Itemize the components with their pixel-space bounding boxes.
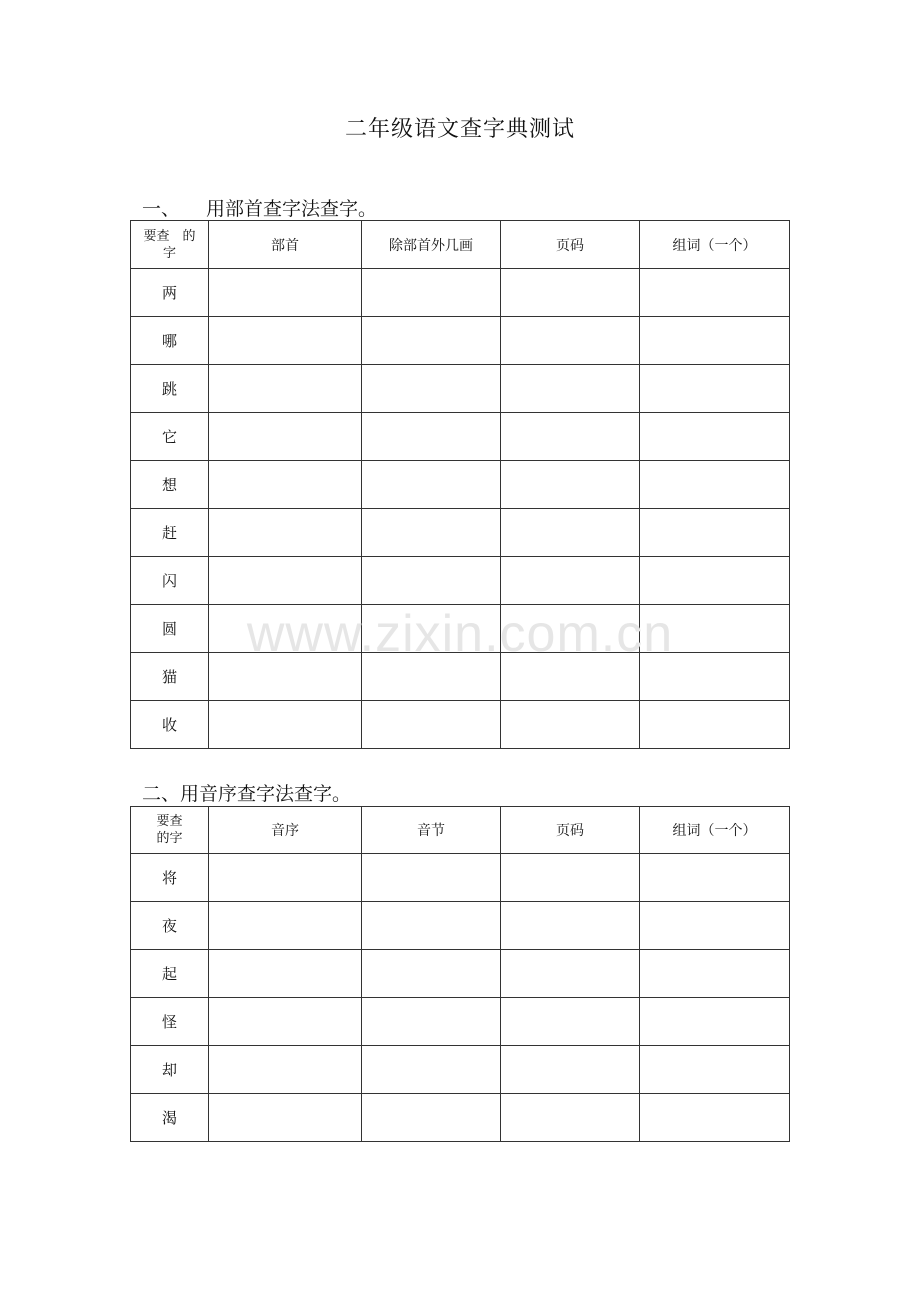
table-header-row <box>131 221 790 269</box>
answer-cell[interactable] <box>640 605 790 653</box>
answer-cell[interactable] <box>362 653 501 701</box>
answer-cell[interactable] <box>640 317 790 365</box>
answer-cell[interactable] <box>209 509 362 557</box>
answer-cell[interactable] <box>362 509 501 557</box>
answer-cell[interactable] <box>209 701 362 749</box>
answer-cell[interactable] <box>209 317 362 365</box>
answer-cell[interactable] <box>501 365 640 413</box>
answer-cell[interactable] <box>640 701 790 749</box>
answer-cell[interactable] <box>501 413 640 461</box>
header-char: 要查的字 <box>131 807 209 854</box>
answer-cell[interactable] <box>209 269 362 317</box>
answer-cell[interactable] <box>362 902 501 950</box>
answer-cell[interactable] <box>362 854 501 902</box>
answer-cell[interactable] <box>501 1046 640 1094</box>
answer-cell[interactable] <box>501 998 640 1046</box>
answer-cell[interactable] <box>209 1094 362 1142</box>
char-cell: 赶 <box>131 509 209 557</box>
answer-cell[interactable] <box>501 269 640 317</box>
answer-cell[interactable] <box>209 950 362 998</box>
answer-cell[interactable] <box>501 902 640 950</box>
answer-cell[interactable] <box>209 413 362 461</box>
header-word: 组词（一个） <box>640 221 790 269</box>
watermark: www.zixin.com.cn <box>246 605 674 663</box>
answer-cell[interactable] <box>362 701 501 749</box>
answer-cell[interactable] <box>209 653 362 701</box>
answer-cell[interactable] <box>362 365 501 413</box>
table-row <box>131 317 790 365</box>
answer-cell[interactable] <box>362 1094 501 1142</box>
table-row <box>131 413 790 461</box>
answer-cell[interactable] <box>362 557 501 605</box>
char-cell: 想 <box>131 461 209 509</box>
table-row <box>131 557 790 605</box>
answer-cell[interactable] <box>640 461 790 509</box>
answer-cell[interactable] <box>209 605 362 653</box>
answer-cell[interactable] <box>362 1046 501 1094</box>
table-row <box>131 998 790 1046</box>
section-heading-radical <box>142 194 377 221</box>
answer-cell[interactable] <box>362 461 501 509</box>
answer-cell[interactable] <box>362 413 501 461</box>
answer-cell[interactable] <box>209 998 362 1046</box>
header-strokes: 除部首外几画 <box>362 221 501 269</box>
radical-lookup-table <box>130 220 790 749</box>
table-row <box>131 701 790 749</box>
answer-cell[interactable] <box>640 365 790 413</box>
answer-cell[interactable] <box>501 653 640 701</box>
table-row <box>131 461 790 509</box>
char-cell: 它 <box>131 413 209 461</box>
answer-cell[interactable] <box>640 998 790 1046</box>
answer-cell[interactable] <box>501 1094 640 1142</box>
table-row <box>131 1046 790 1094</box>
answer-cell[interactable] <box>209 557 362 605</box>
header-initial: 音序 <box>209 807 362 854</box>
answer-cell[interactable] <box>640 1094 790 1142</box>
header-char: 要查 的字 <box>131 221 209 269</box>
header-page: 页码 <box>501 221 640 269</box>
answer-cell[interactable] <box>501 509 640 557</box>
table-row <box>131 269 790 317</box>
answer-cell[interactable] <box>501 557 640 605</box>
header-page: 页码 <box>501 807 640 854</box>
table-row <box>131 365 790 413</box>
answer-cell[interactable] <box>209 365 362 413</box>
answer-cell[interactable] <box>501 701 640 749</box>
table-row <box>131 902 790 950</box>
answer-cell[interactable] <box>501 605 640 653</box>
header-syllable: 音节 <box>362 807 501 854</box>
section-heading-phonetic: 二、用音序查字法查字。 <box>142 783 352 805</box>
answer-cell[interactable] <box>501 854 640 902</box>
char-cell: 两 <box>131 269 209 317</box>
answer-cell[interactable] <box>640 413 790 461</box>
table-row <box>131 605 790 653</box>
char-cell: 哪 <box>131 317 209 365</box>
table-row <box>131 653 790 701</box>
answer-cell[interactable] <box>501 950 640 998</box>
char-cell: 圆 <box>131 605 209 653</box>
answer-cell[interactable] <box>640 557 790 605</box>
table-row <box>131 1094 790 1142</box>
header-word: 组词（一个） <box>640 807 790 854</box>
answer-cell[interactable] <box>640 1046 790 1094</box>
answer-cell[interactable] <box>501 461 640 509</box>
char-cell: 将 <box>131 854 209 902</box>
answer-cell[interactable] <box>640 653 790 701</box>
char-cell: 却 <box>131 1046 209 1094</box>
answer-cell[interactable] <box>209 902 362 950</box>
char-cell: 起 <box>131 950 209 998</box>
phonetic-lookup-table <box>130 806 790 1142</box>
answer-cell[interactable] <box>640 950 790 998</box>
page-title: 二年级语文查字典测试 <box>344 117 575 142</box>
answer-cell[interactable] <box>640 509 790 557</box>
char-cell: 跳 <box>131 365 209 413</box>
answer-cell[interactable] <box>362 605 501 653</box>
table-row <box>131 854 790 902</box>
header-radical: 部首 <box>209 221 362 269</box>
answer-cell[interactable] <box>362 998 501 1046</box>
answer-cell[interactable] <box>640 902 790 950</box>
answer-cell[interactable] <box>209 854 362 902</box>
char-cell: 闪 <box>131 557 209 605</box>
answer-cell[interactable] <box>362 950 501 998</box>
answer-cell[interactable] <box>209 461 362 509</box>
char-cell: 渴 <box>131 1094 209 1142</box>
table-row <box>131 950 790 998</box>
section-number: 一、 <box>142 198 181 220</box>
answer-cell[interactable] <box>362 317 501 365</box>
char-cell: 收 <box>131 701 209 749</box>
answer-cell[interactable] <box>209 1046 362 1094</box>
char-cell: 夜 <box>131 902 209 950</box>
section-text: 用部首查字法查字。 <box>206 198 378 220</box>
char-cell: 怪 <box>131 998 209 1046</box>
answer-cell[interactable] <box>362 269 501 317</box>
table-row <box>131 509 790 557</box>
table-header-row <box>131 807 790 854</box>
answer-cell[interactable] <box>640 854 790 902</box>
char-cell: 猫 <box>131 653 209 701</box>
answer-cell[interactable] <box>501 317 640 365</box>
answer-cell[interactable] <box>640 269 790 317</box>
